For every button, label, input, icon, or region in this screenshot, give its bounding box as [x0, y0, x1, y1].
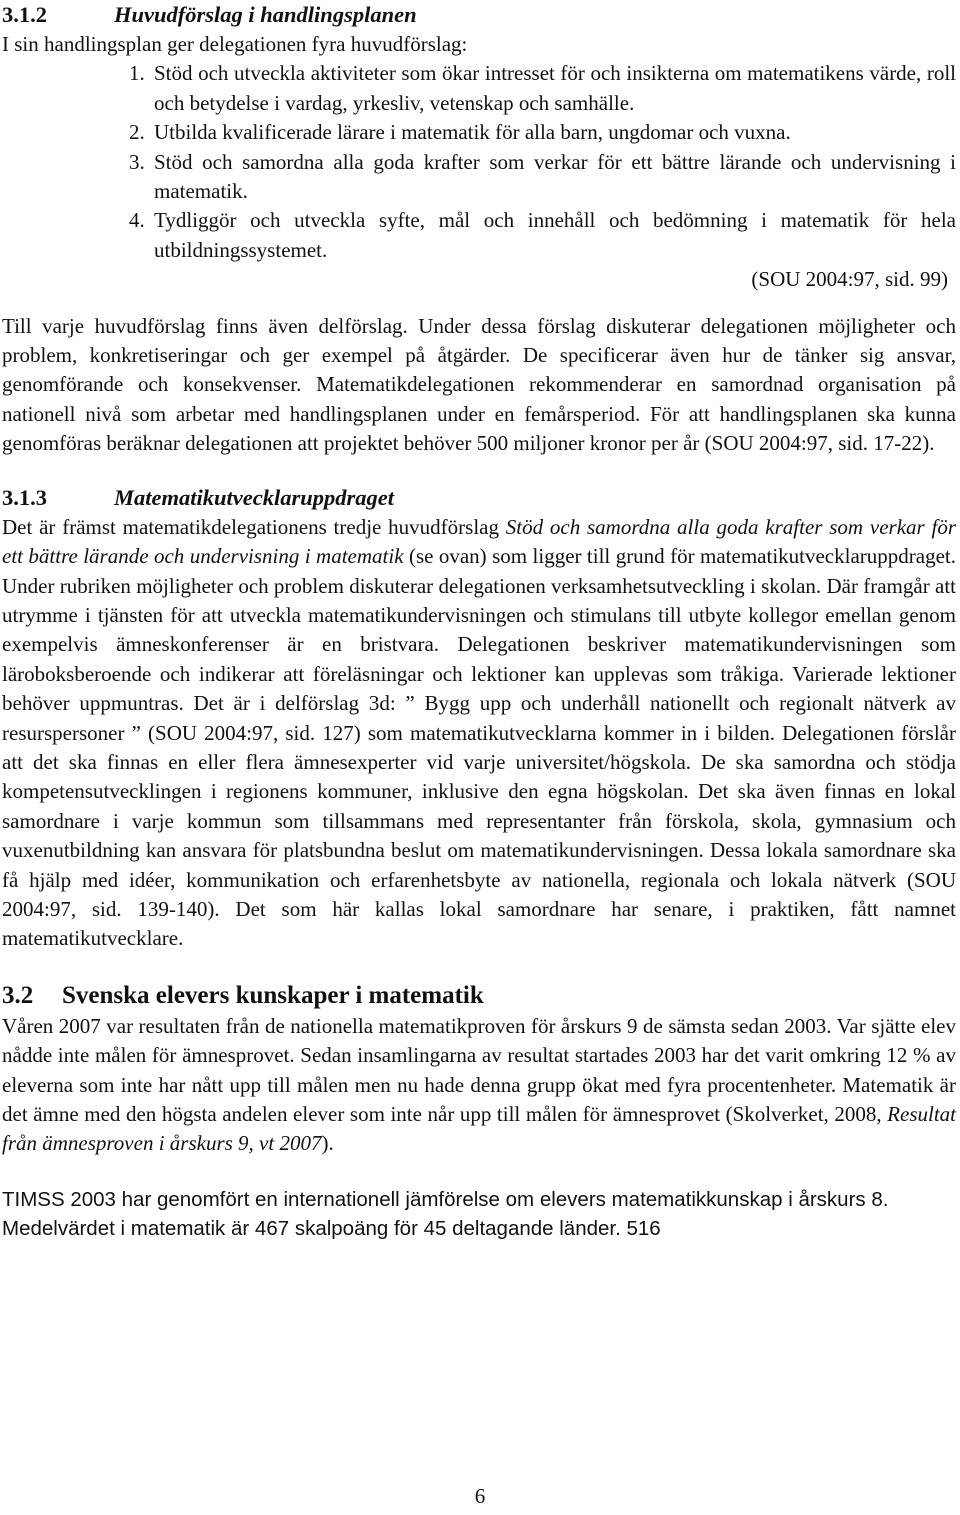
paragraph: Våren 2007 var resultaten från de nationella matematikproven för årskurs 9 de sämsta sedan 2003. Var sjätte elev nådde inte målen för ämnesprovet. Sedan insamlingarna av resultat startades 2003 har det varit omkring 12 % av eleverna som inte har nått upp till målen men nu hade denna grupp ökat med fyra procentenheter. Matematik är det ämne med den högsta andelen elever som inte når upp till målen för ämnesprovet (Skolverket, 2008, Resultat från ämnesproven i årskurs 9, vt 2007).	[2, 1013, 956, 1156]
list-item: 2. Utbilda kvalificerade lärare i matematik för alla barn, ungdomar och vuxna.	[129, 120, 791, 145]
heading-number: 3.2	[2, 981, 34, 1009]
heading-title: Huvudförslag i handlingsplanen	[114, 2, 417, 27]
list-item: 3. Stöd och samordna alla goda krafter som verkar för ett bättre lärande och undervisning i matematik.	[129, 149, 956, 204]
citation: (SOU 2004:97, sid. 99)	[751, 267, 948, 292]
heading-3-1-3	[2, 483, 956, 513]
heading-3-1-2	[2, 0, 956, 30]
heading-3-2	[2, 980, 956, 1012]
list-item: 1. Stöd och utveckla aktiviteter som ökar intresset för och insikterna om matematikens värde, roll och betydelse i vardag, yrkesliv, vetenskap och samhälle.	[129, 61, 956, 115]
heading-number: 3.1.2	[2, 2, 47, 27]
intro-text: I sin handlingsplan ger delegationen fyra huvudförslag:	[2, 32, 468, 56]
document-page	[2, 0, 956, 1244]
heading-number: 3.1.3	[2, 484, 47, 510]
heading-title: Matematikutvecklaruppdraget	[114, 484, 394, 510]
paragraph: Det är främst matematikdelegationens tredje huvudförslag Stöd och samordna alla goda krafter som verkar för ett bättre lärande och undervisning i matematik (se ovan) som ligger till grund för matematikutvecklaruppdraget. Under rubriken möjligheter och problem diskuterar delegationen verksamhetsutveckling i skolan. Där framgår att utrymme i tjänsten för att utveckla matematikundervisningen och stimulans till utbyte kollegor emellan genom exempelvis ämneskonferenser är en bristvara. Delegationen beskriver matematikundervisningen som läroboksberoende och indikerar att föreläsningar och lektioner kan upplevas som tråkiga. Varierade lektioner behöver uppmuntras. Det är i delförslag 3d: ” Bygg upp och underhåll nationellt och regionalt nätverk av resurspersoner ” (SOU 2004:97, sid. 127) som matematikutvecklarna kommer in i bilden. Delegationen förslår att det ska finnas en eller flera ämnesexperter vid varje universitet/högskola. De ska samordna och stödja kompetensutvecklingen i regionens kommuner, inklusive den egna högskolan. Det ska även finnas en lokal samordnare i varje kommun som tillsammans med representanter från förskola, skola, gymnasium och vuxenutbildning kan ansvara för platsbundna beslut om matematikundervisningen. Dessa lokala samordnare ska få hjälp med idéer, kommunikation och erfarenhetsbyte av nationella, regionala och lokala nätverk (SOU 2004:97, sid. 139-140). Det som här kallas lokal samordnare har senare, i praktiken, fått namnet matematikutvecklare.	[2, 514, 956, 951]
paragraph: Till varje huvudförslag finns även delförslag. Under dessa förslag diskuterar delegationen möjligheter och problem, konkretiseringar och ger exempel på åtgärder. De specificerar även hur de tänker sig ansvar, genomförande och konsekvenser. Matematikdelegationen rekommenderar en samordnad organisation på nationell nivå som arbetar med handlingsplanen under en femårsperiod. För att handlingsplanen ska kunna genomföras beräknar delegationen att projektet behöver 500 miljoner kronor per år (SOU 2004:97, sid. 17-22).	[2, 313, 956, 456]
paragraph-timss: TIMSS 2003 har genomfört en internationell jämförelse om elevers matematikkunskap i årskurs 8. Medelvärdet i matematik är 467 skalpoäng för 45 deltagande länder. 516	[2, 1187, 889, 1241]
heading-title: Svenska elevers kunskaper i matematik	[62, 981, 484, 1009]
list-item: 4. Tydliggör och utveckla syfte, mål och innehåll och bedömning i matematik för hela utbildningssystemet.	[129, 208, 956, 262]
page-number: 6	[474, 1484, 486, 1508]
proposal-list	[2, 59, 956, 265]
